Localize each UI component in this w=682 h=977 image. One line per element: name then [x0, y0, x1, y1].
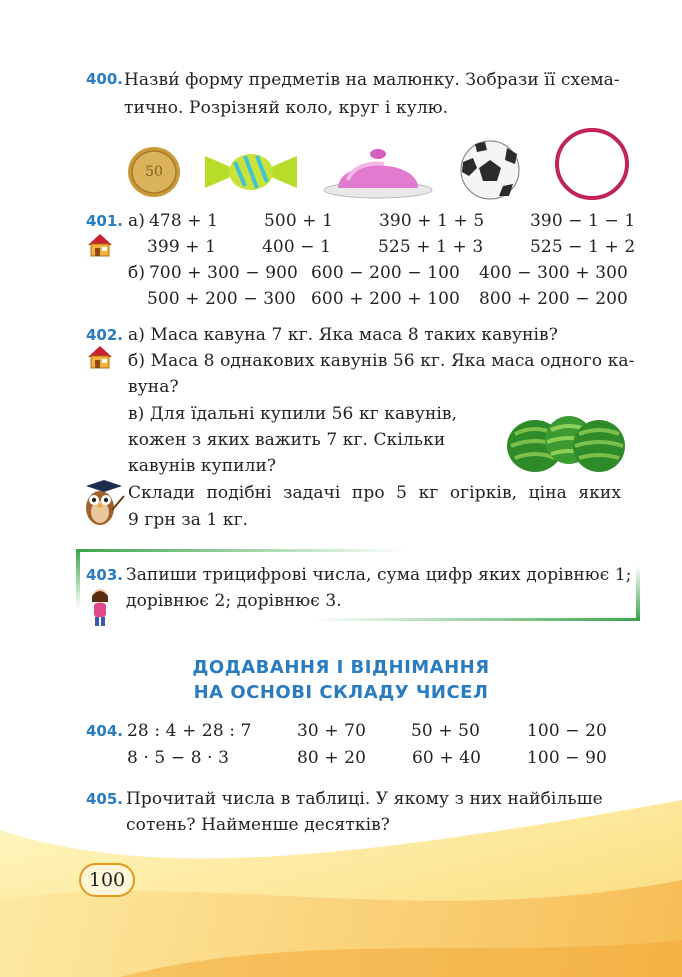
task-404-r1-c3: 50 + 50: [411, 721, 481, 741]
task-402-line8: 9 грн за 1 кг.: [128, 510, 249, 530]
coin-label: 50: [145, 164, 163, 180]
task-404-r2-c1: 8 · 5 − 8 · 3: [127, 748, 230, 768]
task-401-a-r1-c3: 390 + 1 + 5: [379, 211, 485, 231]
task-405-line1: Прочитай числа в таблиці. У якому з них найбільше: [126, 789, 603, 809]
task-403-left-bar: [76, 549, 80, 609]
task-402-line3: вуна?: [128, 377, 179, 397]
task-403-line1: Запиши трицифрові числа, сума цифр яких дорівнює 1;: [126, 565, 632, 585]
house-icon: [87, 232, 113, 258]
task-401-b-r1-c1: 700 + 300 − 900: [149, 263, 298, 283]
task-403-line2: дорівнює 2; дорівнює 3.: [126, 591, 342, 611]
task-404-r2-c2: 80 + 20: [297, 748, 367, 768]
task-number-402: 402.: [86, 326, 124, 344]
task-403-right-bar: [636, 566, 640, 620]
task-403-bottom-bar: [310, 618, 640, 621]
ring-icon: [552, 126, 632, 202]
task-404-r1-c1: 28 : 4 + 28 : 7: [127, 721, 252, 741]
task-404-r1-c4: 100 − 20: [527, 721, 607, 741]
task-401-a-r1-c2: 500 + 1: [264, 211, 334, 231]
watermelons-icon: [505, 404, 627, 476]
section-title-line2: НА ОСНОВІ СКЛАДУ ЧИСЕЛ: [193, 682, 489, 703]
task-401-a-r2-c1: 399 + 1: [147, 237, 217, 257]
task-401-b-r2-c1: 500 + 200 − 300: [147, 289, 296, 309]
dome-dish-icon: [322, 140, 434, 200]
candy-icon: [205, 148, 297, 196]
task-number-404: 404.: [86, 722, 124, 740]
task-401-a-r2-c4: 525 − 1 + 2: [530, 237, 636, 257]
task-403-top-bar: [76, 549, 406, 552]
task-401-b-label: б): [128, 263, 146, 283]
task-401-b-r2-c3: 800 + 200 − 200: [479, 289, 628, 309]
task-404-r2-c3: 60 + 40: [412, 748, 482, 768]
task-400-line2: тично. Розрізняй коло, круг і кулю.: [124, 98, 449, 118]
task-401-a-r2-c2: 400 − 1: [262, 237, 332, 257]
task-401-b-r1-c2: 600 − 200 − 100: [311, 263, 460, 283]
task-401-a-r1-c4: 390 − 1 − 1: [530, 211, 636, 231]
task-402-line7: Склади подібні задачі про 5 кг огірків, ціна яких: [128, 483, 622, 503]
soccer-ball-icon: [459, 140, 521, 200]
task-number-403: 403.: [86, 566, 124, 584]
page-number: 100: [79, 863, 135, 897]
girl-icon: [88, 588, 112, 628]
task-number-405: 405.: [86, 790, 124, 808]
task-404-r2-c4: 100 − 90: [527, 748, 607, 768]
task-401-b-r2-c2: 600 + 200 + 100: [311, 289, 460, 309]
owl-teacher-icon: [80, 480, 126, 528]
task-402-line4: в) Для їдальні купили 56 кг кавунів,: [128, 404, 458, 424]
task-402-line2: б) Маса 8 однакових кавунів 56 кг. Яка маса одного ка-: [128, 351, 635, 371]
task-402-line5: кожен з яких важить 7 кг. Скільки: [128, 430, 446, 450]
task-number-401: 401.: [86, 212, 124, 230]
task-402-line6: кавунів купили?: [128, 456, 277, 476]
task-401-a-label: а): [128, 211, 145, 231]
task-401-a-r1-c1: 478 + 1: [149, 211, 219, 231]
house-icon: [87, 344, 113, 370]
task-404-r1-c2: 30 + 70: [297, 721, 367, 741]
task-401-a-r2-c3: 525 + 1 + 3: [378, 237, 484, 257]
task-402-line1: а) Маса кавуна 7 кг. Яка маса 8 таких кавунів?: [128, 325, 558, 345]
section-title-line1: ДОДАВАННЯ І ВІДНІМАННЯ: [192, 657, 490, 678]
task-number-400: 400.: [86, 70, 124, 88]
task-405-line2: сотень? Найменше десятків?: [126, 815, 391, 835]
coin-icon: [125, 145, 183, 199]
task-400-line1: Назви́ форму предметів на малюнку. Зобрази її схема-: [124, 70, 620, 90]
task-401-b-r1-c3: 400 − 300 + 300: [479, 263, 628, 283]
